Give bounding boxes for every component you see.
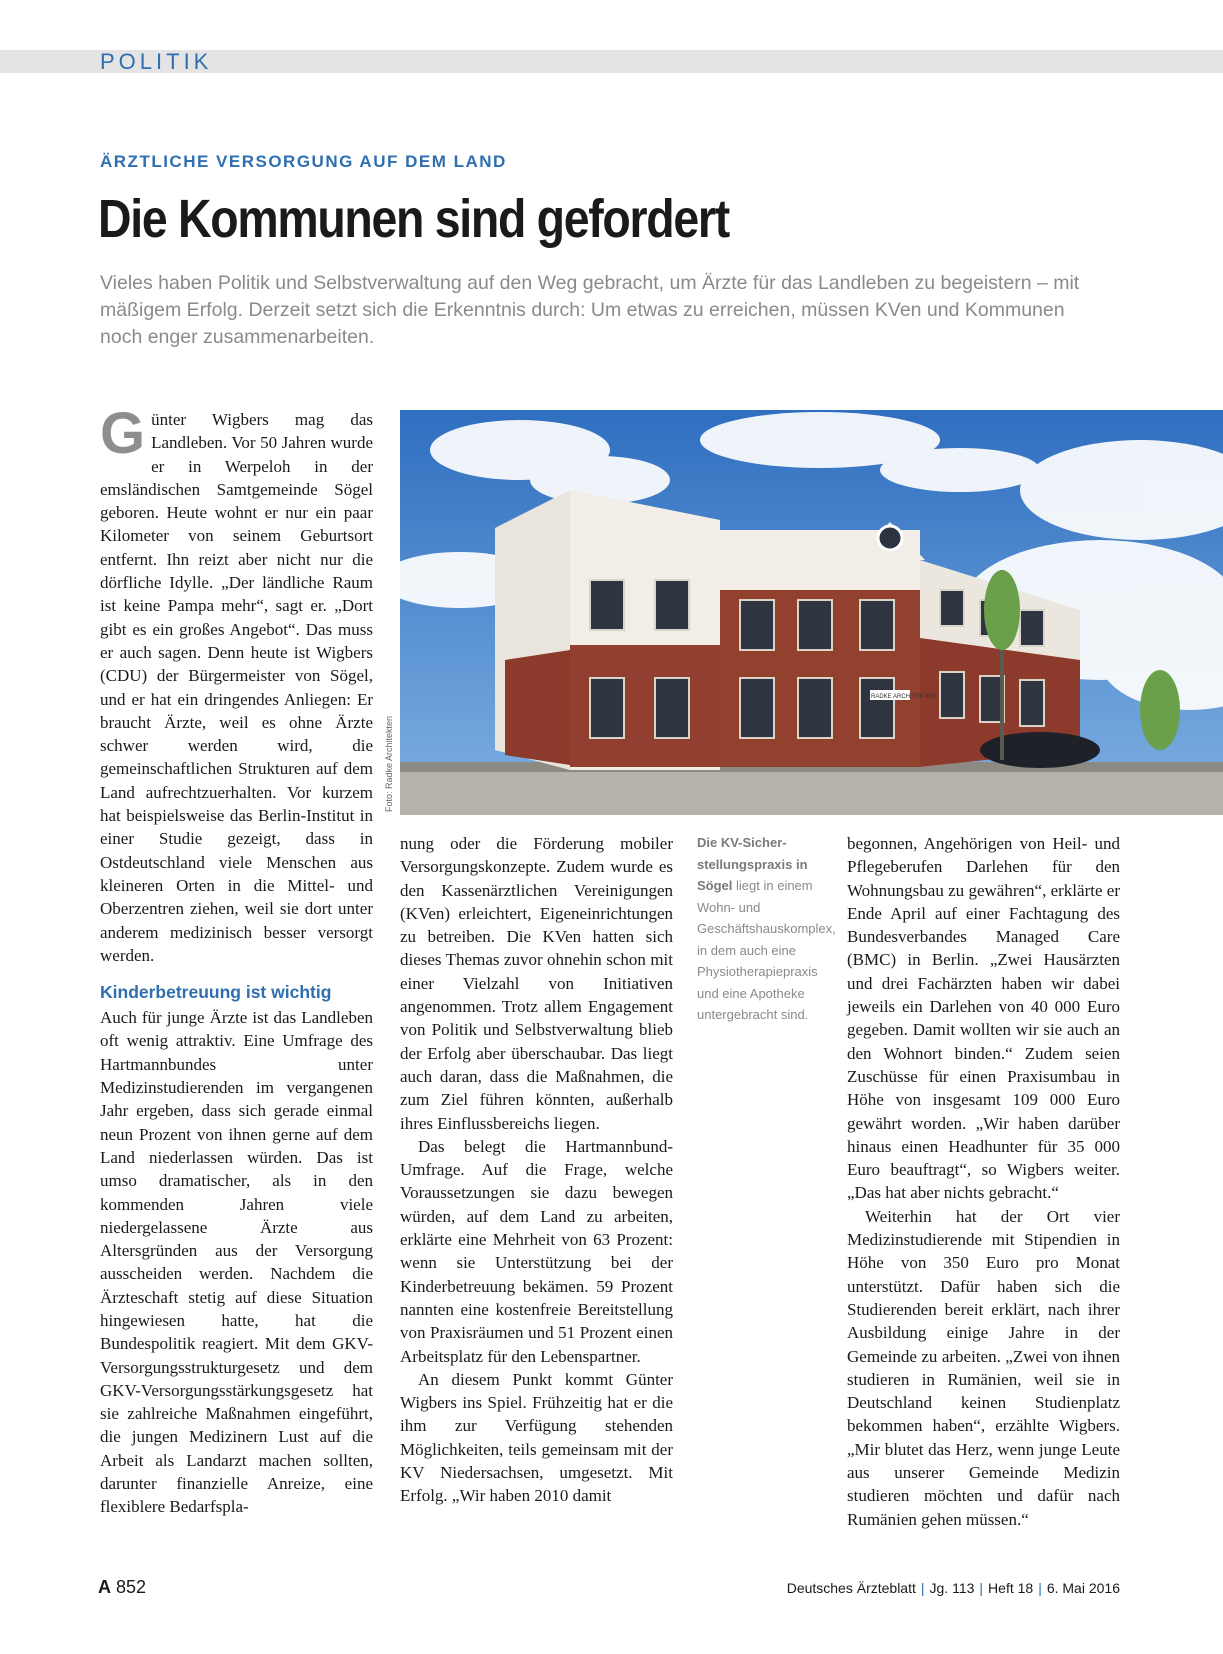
paragraph-7: Weiterhin hat der Ort vier Medizinstudierende mit Stipendien in Höhe von 350 Euro pro Monat unterstützt. Dafür haben sich die Studierenden bereit erklärt, nach ihrer Ausbildung einige Jahre in der Gemeinde zu arbeiten. „Zwei von ihnen studieren in Rumänien, weil sie in Deutschland keinen Studienplatz bekommen haben“, erzählte Wigbers. „Mir blutet das Herz, wenn junge Leute aus unserer Gemeinde Medizin studieren möchten und dafür nach Rumänien gehen müssen.“	[847, 1206, 1120, 1529]
paragraph-1: ünter Wigbers mag das Landleben. Vor 50 Jahren wurde er in Werpeloh in der emsländischen Samtgemeinde Sögel geboren. Heute wohnt er nur ein paar Kilometer von seinem Geburtsort entfernt. Ihn reizt aber nicht nur die dörfliche Idylle. „Der ländliche Raum ist keine Pampa mehr“, sagt er. „Dort gibt es ein großes Angebot“. Das muss er auch sagen. Denn heute ist Wigbers (CDU) der Bürgermeister von Sögel, und er hat ein dringendes Anliegen: Er braucht Ärzte, weil es ohne Ärzte schwer werden wird, die gemeinschaftlichen Strukturen auf dem Land aufrechtzuerhalten. Vor kurzem hat beispielsweise das Berlin-Institut in einer Studie gezeigt, dass in Ostdeutschland viele Menschen aus kleineren Orten in die Mittel- und Oberzentren ziehen, weil sie dort unter anderem medizinisch besser versorgt werden.	[100, 410, 373, 965]
caption-text: liegt in einem Wohn- und Geschäftshauskomplex, in dem auch eine Physiotherapiepraxis und eine Apotheke untergebracht sind.	[697, 878, 836, 1022]
caption-bold: Die KV-Sicherstellungspraxis in Sögel	[697, 835, 808, 893]
building-photo	[400, 410, 1223, 815]
journal-name: Deutsches Ärzteblatt	[786, 1580, 916, 1596]
section-subhead: Kinderbetreuung ist wichtig	[100, 982, 332, 1003]
section-label: POLITIK	[100, 49, 213, 74]
photo-credit: Foto: Radke Architekten	[384, 715, 394, 812]
article-kicker: ÄRZTLICHE VERSORGUNG AUF DEM LAND	[100, 152, 507, 171]
article-lead: Vieles haben Politik und Selbstverwaltung auf den Weg gebracht, um Ärzte für das Landleben zu begeistern – mit mäßigem Erfolg. Derzeit setzt sich die Erkenntnis durch: Um etwas zu erreichen, müssen KVen und Kommunen noch enger zusammenarbeiten.	[100, 272, 1080, 348]
paragraph-2: Auch für junge Ärzte ist das Landleben oft wenig attraktiv. Eine Umfrage des Hartmannbundes unter Medizinstudierenden im vergangenen Jahr ergeben, dass sich gerade einmal neun Prozent von ihnen gerne auf dem Land niederlassen würden. Das ist umso dramatischer, als in den kommenden Jahren viele niedergelassene Ärzte aus Altersgründen aus der Versorgung ausscheiden werden. Nachdem die Ärzteschaft stetig auf diese Situation hingewiesen hatte, hat die Bundespolitik reagiert. Mit dem GKV-Versorgungsstrukturgesetz und dem GKV-Versorgungsstärkungsgesetz hat sie zahlreiche Maßnahmen eingeführt, die jungen Medizinern Lust auf die Arbeit als Landarzt machen sollten, darunter finanzielle Anreize, eine flexiblere Bedarfspla-	[100, 1008, 373, 1517]
folio-number: 852	[116, 1577, 147, 1597]
folio-letter: A	[98, 1577, 111, 1597]
journal-info: Deutsches Ärzteblatt | Jg. 113 | Heft 18 | 6. Mai 2016	[786, 1580, 1120, 1596]
photo-caption	[697, 832, 836, 1026]
page-number	[98, 1577, 146, 1598]
article-column-2	[400, 832, 673, 1508]
article-column-3	[847, 832, 1120, 1531]
article-headline: Die Kommunen sind gefordert	[98, 189, 729, 249]
drop-cap: G	[100, 401, 146, 466]
journal-volume: Jg. 113	[929, 1580, 975, 1596]
photo-sign-text: RADKE ARCHITEKTEN	[871, 694, 936, 700]
paragraph-3: nung oder die Förderung mobiler Versorgungskonzepte. Zudem wurde es den Kassenärztlichen Vereinigungen (KVen) erleichtert, Eigeneinrichtungen zu betreiben. Die KVen hatten sich dieses Themas zuvor ohnehin schon mit einer Vielzahl von Initiativen angenommen. Trotz allem Engagement von Politik und Selbstverwaltung blieb der Erfolg aber überschaubar. Das liegt auch daran, dass die Maßnahmen, die zum Ziel führen könnten, außerhalb ihres Einflussbereichs liegen.	[400, 834, 673, 1133]
journal-issue: Heft 18	[988, 1580, 1034, 1596]
journal-date: 6. Mai 2016	[1046, 1580, 1120, 1596]
article-column-1	[100, 401, 373, 1519]
paragraph-5: An diesem Punkt kommt Günter Wigbers ins Spiel. Frühzeitig hat er die ihm zur Verfügung stehenden Möglichkeiten, teils gemeinsam mit der KV Niedersachsen, umgesetzt. Mit Erfolg. „Wir haben 2010 damit	[400, 1369, 673, 1506]
paragraph-4: Das belegt die Hartmannbund-Umfrage. Auf die Frage, welche Voraussetzungen sie dazu bewegen würden, auf dem Land zu arbeiten, erklärte eine Mehrheit von 63 Prozent: wenn sie Unterstützung bei der Kinderbetreuung bekämen. 59 Prozent nannten eine kostenfreie Bereitstellung von Praxisräumen und 51 Prozent einen Arbeitsplatz für den Lebenspartner.	[400, 1136, 673, 1366]
paragraph-6: begonnen, Angehörigen von Heil- und Pflegeberufen Darlehen für den Wohnungsbau zu gewähren“, erklärte er Ende April auf einer Fachtagung des Bundesverbandes Managed Care (BMC) in Berlin. „Zwei Hausärzten und drei Fachärzten haben wir dabei jeweils ein Darlehen von 40 000 Euro gegeben. Damit wollten wir sie auch an den Wohnort binden.“ Zudem seien Zuschüsse für einen Praxisumbau in Höhe von insgesamt 109 000 Euro gewährt worden. „Wir haben darüber hinaus einen Headhunter für 35 000 Euro beauftragt“, so Wigbers weiter. „Das hat aber nichts gebracht.“	[847, 834, 1120, 1203]
